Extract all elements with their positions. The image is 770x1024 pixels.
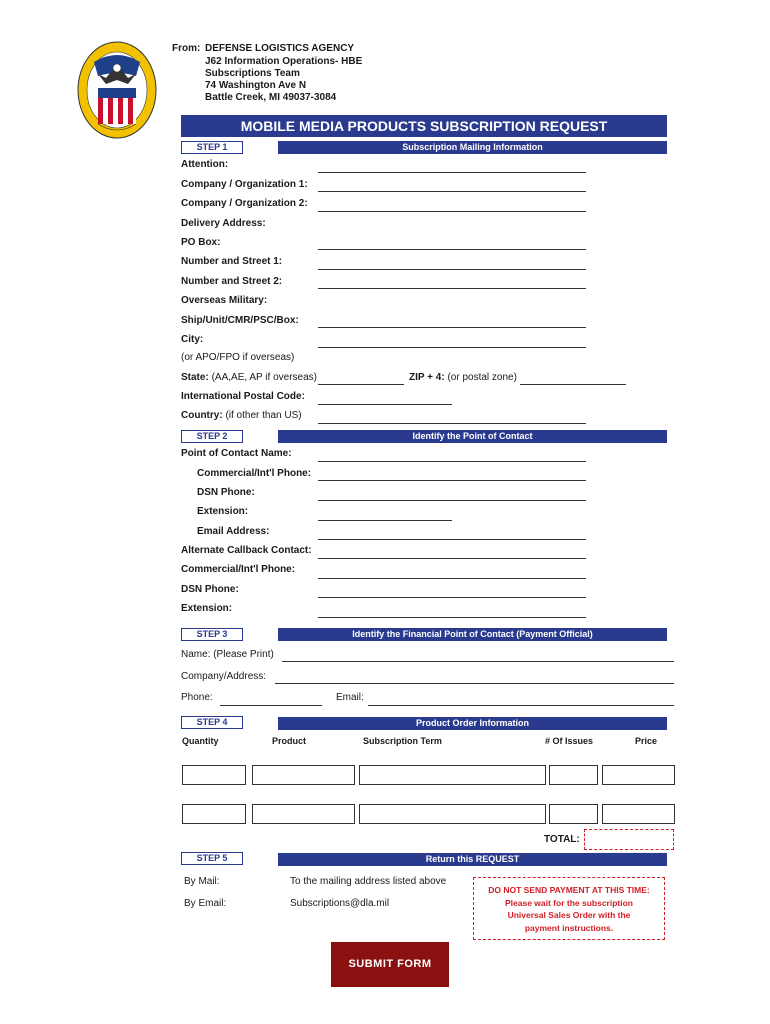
from-label: From:	[172, 43, 201, 54]
payment-notice-line-1: Please wait for the subscription	[504, 897, 633, 908]
form-title: MOBILE MEDIA PRODUCTS SUBSCRIPTION REQUEST	[181, 115, 667, 137]
col-quantity: Quantity	[182, 736, 219, 746]
state-field[interactable]	[318, 384, 404, 385]
by-email-value[interactable]: Subscriptions@dla.mil	[290, 898, 390, 909]
finance-phone-field[interactable]	[220, 705, 322, 706]
row2-price-input[interactable]	[602, 804, 675, 824]
zip-hint: (or postal zone)	[444, 372, 517, 383]
address-line-5: Battle Creek, MI 49037-3084	[205, 92, 337, 103]
zip-label-group	[409, 372, 517, 383]
ship-unit-field[interactable]	[318, 327, 586, 328]
step-2-badge: STEP 2	[181, 430, 243, 443]
street-1-field[interactable]	[318, 269, 586, 270]
poc-commercial-phone-field[interactable]	[318, 480, 586, 481]
row1-product-input[interactable]	[252, 765, 355, 785]
step-1-badge: STEP 1	[181, 141, 243, 154]
ship-unit-label: Ship/Unit/CMR/PSC/Box:	[181, 315, 299, 326]
poc-commercial-phone-label: Commercial/Int'l Phone:	[197, 468, 312, 479]
finance-company-label: Company/Address:	[181, 671, 267, 682]
row1-quantity-input[interactable]	[182, 765, 246, 785]
poc-email-field[interactable]	[318, 539, 586, 540]
step-2-heading: Identify the Point of Contact	[278, 430, 667, 443]
address-line-3: Subscriptions Team	[205, 68, 300, 79]
row2-term-input[interactable]	[359, 804, 546, 824]
attention-label: Attention:	[181, 159, 229, 170]
total-label: TOTAL:	[544, 834, 580, 845]
step-3-heading: Identify the Financial Point of Contact (Payment Official)	[278, 628, 667, 641]
country-hint: (if other than US)	[222, 410, 302, 421]
row1-price-input[interactable]	[602, 765, 675, 785]
row2-quantity-input[interactable]	[182, 804, 246, 824]
alt-dsn-phone-label: DSN Phone:	[181, 584, 239, 595]
street-1-label: Number and Street 1:	[181, 256, 283, 267]
finance-name-field[interactable]	[282, 661, 674, 662]
step-5-badge: STEP 5	[181, 852, 243, 865]
alt-commercial-phone-field[interactable]	[318, 578, 586, 579]
row2-issues-input[interactable]	[549, 804, 598, 824]
alt-contact-field[interactable]	[318, 558, 586, 559]
address-line-4: 74 Washington Ave N	[205, 80, 307, 91]
payment-notice-title: DO NOT SEND PAYMENT AT THIS TIME:	[488, 885, 650, 895]
finance-email-label: Email:	[336, 692, 364, 703]
alt-contact-label: Alternate Callback Contact:	[181, 545, 312, 556]
company-org-2-field[interactable]	[318, 211, 586, 212]
finance-company-field[interactable]	[275, 683, 674, 684]
step-3-badge: STEP 3	[181, 628, 243, 641]
payment-notice-line-3: payment instructions.	[524, 922, 614, 933]
step-4-badge: STEP 4	[181, 716, 243, 729]
by-email-label: By Email:	[184, 898, 227, 909]
row2-product-input[interactable]	[252, 804, 355, 824]
po-box-label: PO Box:	[181, 237, 221, 248]
delivery-address-label: Delivery Address:	[181, 218, 266, 229]
poc-dsn-phone-label: DSN Phone:	[197, 487, 255, 498]
street-2-label: Number and Street 2:	[181, 276, 283, 287]
finance-email-field[interactable]	[368, 705, 674, 706]
row1-term-input[interactable]	[359, 765, 546, 785]
country-label: Country:	[181, 410, 223, 421]
city-label: City:	[181, 334, 204, 345]
poc-dsn-phone-field[interactable]	[318, 500, 586, 501]
poc-extension-label: Extension:	[197, 506, 249, 517]
by-mail-label: By Mail:	[184, 876, 220, 887]
dla-seal-logo	[76, 40, 158, 140]
step-1-heading: Subscription Mailing Information	[278, 141, 667, 154]
state-label: State:	[181, 372, 209, 383]
country-label-group	[181, 410, 302, 421]
zip-label: ZIP + 4:	[409, 372, 445, 383]
overseas-military-label: Overseas Military:	[181, 295, 268, 306]
step-5-heading: Return this REQUEST	[278, 853, 667, 866]
col-price: Price	[635, 736, 658, 746]
attention-field[interactable]	[318, 172, 586, 173]
poc-name-field[interactable]	[318, 461, 586, 462]
company-org-1-label: Company / Organization 1:	[181, 179, 308, 190]
po-box-field[interactable]	[318, 249, 586, 250]
payment-notice	[473, 877, 665, 940]
intl-postal-field[interactable]	[318, 404, 452, 405]
company-org-1-field[interactable]	[318, 191, 586, 192]
by-mail-value: To the mailing address listed above	[290, 876, 447, 887]
poc-email-label: Email Address:	[197, 526, 270, 537]
city-hint: (or APO/FPO if overseas)	[181, 352, 295, 363]
finance-phone-label: Phone:	[181, 692, 213, 703]
city-field[interactable]	[318, 347, 586, 348]
intl-postal-label: International Postal Code:	[181, 391, 305, 402]
submit-form-button[interactable]: SUBMIT FORM	[331, 942, 449, 987]
row1-issues-input[interactable]	[549, 765, 598, 785]
col-subscription-term: Subscription Term	[363, 736, 442, 746]
alt-dsn-phone-field[interactable]	[318, 597, 586, 598]
poc-name-label: Point of Contact Name:	[181, 448, 292, 459]
alt-extension-label: Extension:	[181, 603, 233, 614]
address-line-1: DEFENSE LOGISTICS AGENCY	[205, 43, 355, 54]
country-field[interactable]	[318, 423, 586, 424]
poc-extension-field[interactable]	[318, 520, 452, 521]
state-label-group	[181, 372, 317, 383]
state-hint: (AA,AE, AP if overseas)	[208, 372, 317, 383]
step-4-heading: Product Order Information	[278, 717, 667, 730]
col-product: Product	[272, 736, 307, 746]
payment-notice-line-2: Universal Sales Order with the	[507, 910, 631, 920]
zip-field[interactable]	[520, 384, 626, 385]
alt-commercial-phone-label: Commercial/Int'l Phone:	[181, 564, 296, 575]
street-2-field[interactable]	[318, 288, 586, 289]
col-issues: # Of Issues	[545, 736, 594, 746]
total-field[interactable]	[584, 829, 674, 850]
address-line-2: J62 Information Operations- HBE	[205, 56, 363, 67]
alt-extension-field[interactable]	[318, 617, 586, 618]
company-org-2-label: Company / Organization 2:	[181, 198, 308, 209]
finance-name-label: Name: (Please Print)	[181, 649, 274, 660]
